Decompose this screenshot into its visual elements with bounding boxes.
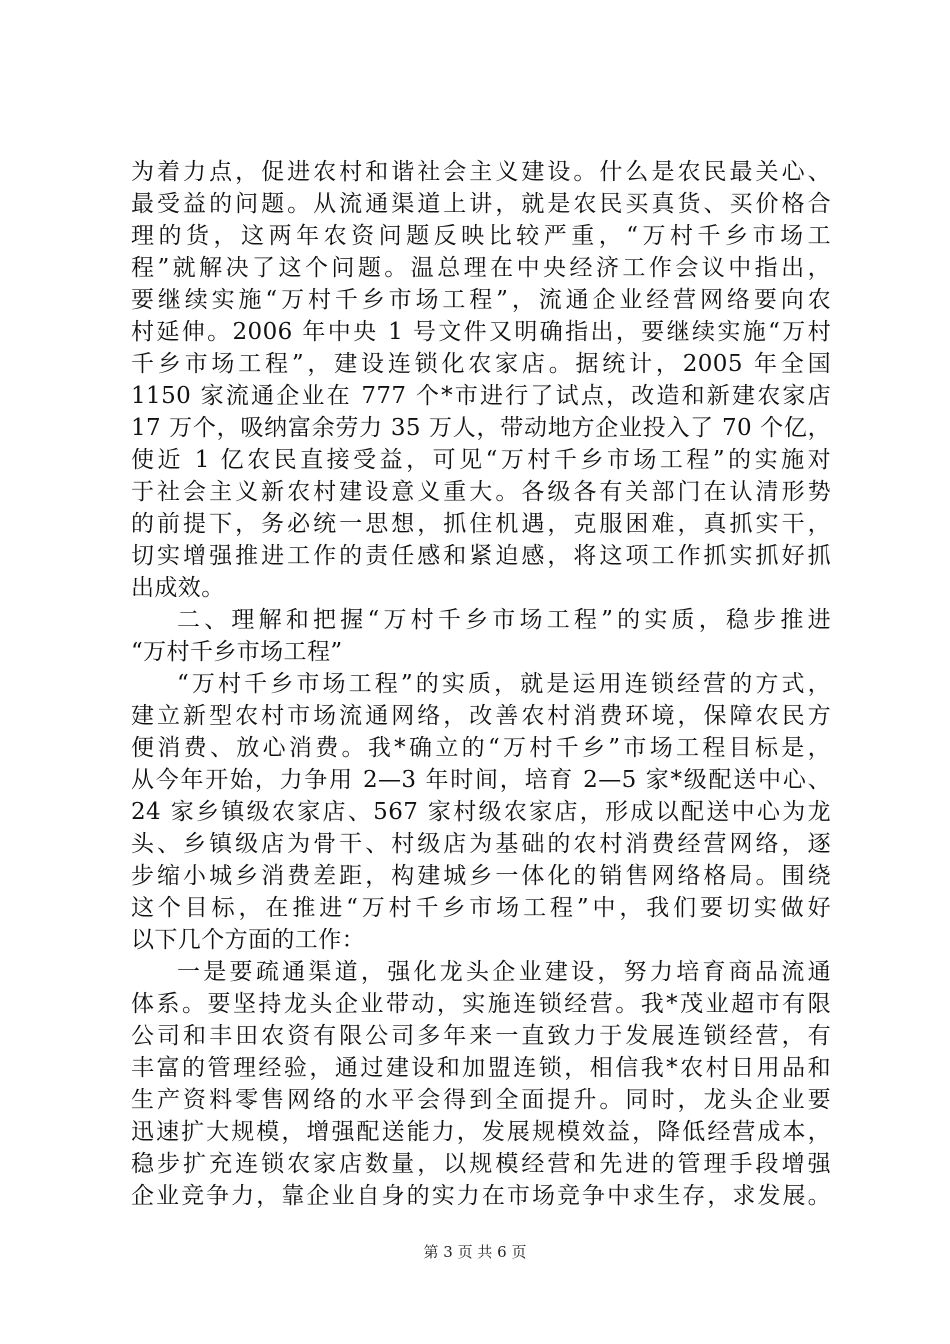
text-line: 24 家乡镇级农家店、567 家村级农家店，形成以配送中心为龙 [131, 799, 831, 825]
text-line: 出成效。 [131, 575, 225, 601]
text-line: 企业竞争力，靠企业自身的实力在市场竞争中求生存，求发展。 [131, 1183, 831, 1209]
text-line: 村延伸。2006 年中央 1 号文件又明确指出，要继续实施“万村 [131, 319, 831, 345]
body-text [131, 156, 831, 1212]
section-heading: 二、理解和把握“万村千乡市场工程”的实质，稳步推进 [177, 607, 831, 633]
text-line: 体系。要坚持龙头企业带动，实施连锁经营。我*茂业超市有限 [131, 991, 831, 1017]
text-line: “万村千乡市场工程”的实质，就是运用连锁经营的方式， [177, 671, 831, 697]
text-line: 稳步扩充连锁农家店数量，以规模经营和先进的管理手段增强 [131, 1151, 831, 1177]
text-line: 从今年开始，力争用 2—3 年时间，培育 2—5 家*级配送中心、 [131, 767, 831, 793]
text-line: 最受益的问题。从流通渠道上讲，就是农民买真货、买价格合 [131, 191, 831, 217]
text-line: 程”就解决了这个问题。温总理在中央经济工作会议中指出， [131, 255, 831, 281]
text-line: 要继续实施“万村千乡市场工程”，流通企业经营网络要向农 [131, 287, 831, 313]
section-heading-continued: “万村千乡市场工程” [131, 639, 343, 665]
text-line: 迅速扩大规模，增强配送能力，发展规模效益，降低经营成本， [131, 1119, 831, 1145]
text-line: 建立新型农村市场流通网络，改善农村消费环境，保障农民方 [131, 703, 831, 729]
text-line: 使近 1 亿农民直接受益，可见“万村千乡市场工程”的实施对 [131, 447, 831, 473]
text-line: 千乡市场工程”，建设连锁化农家店。据统计，2005 年全国 [131, 351, 831, 377]
text-line: 这个目标，在推进“万村千乡市场工程”中，我们要切实做好 [131, 895, 831, 921]
text-line: 便消费、放心消费。我*确立的“万村千乡”市场工程目标是， [131, 735, 831, 761]
text-line: 步缩小城乡消费差距，构建城乡一体化的销售网络格局。围绕 [131, 863, 831, 889]
text-line: 生产资料零售网络的水平会得到全面提升。同时，龙头企业要 [131, 1087, 831, 1113]
text-line: 17 万个，吸纳富余劳力 35 万人，带动地方企业投入了 70 个亿， [131, 415, 831, 441]
text-line: 头、乡镇级店为骨干、村级店为基础的农村消费经营网络，逐 [131, 831, 831, 857]
text-line: 一是要疏通渠道，强化龙头企业建设，努力培育商品流通 [177, 959, 831, 985]
text-line: 理的货，这两年农资问题反映比较严重，“万村千乡市场工 [131, 223, 831, 249]
text-line: 公司和丰田农资有限公司多年来一直致力于发展连锁经营，有 [131, 1023, 831, 1049]
text-line: 为着力点，促进农村和谐社会主义建设。什么是农民最关心、 [131, 159, 831, 185]
text-line: 丰富的管理经验，通过建设和加盟连锁，相信我*农村日用品和 [131, 1055, 831, 1081]
text-line: 的前提下，务必统一思想，抓住机遇，克服困难，真抓实干， [131, 511, 831, 537]
text-line: 于社会主义新农村建设意义重大。各级各有关部门在认清形势 [131, 479, 831, 505]
text-line: 以下几个方面的工作： [131, 927, 365, 953]
text-line: 1150 家流通企业在 777 个*市进行了试点，改造和新建农家店 [131, 383, 831, 409]
text-line: 切实增强推进工作的责任感和紧迫感，将这项工作抓实抓好抓 [131, 543, 831, 569]
page-footer: 第 3 页 共 6 页 [423, 1243, 527, 1261]
